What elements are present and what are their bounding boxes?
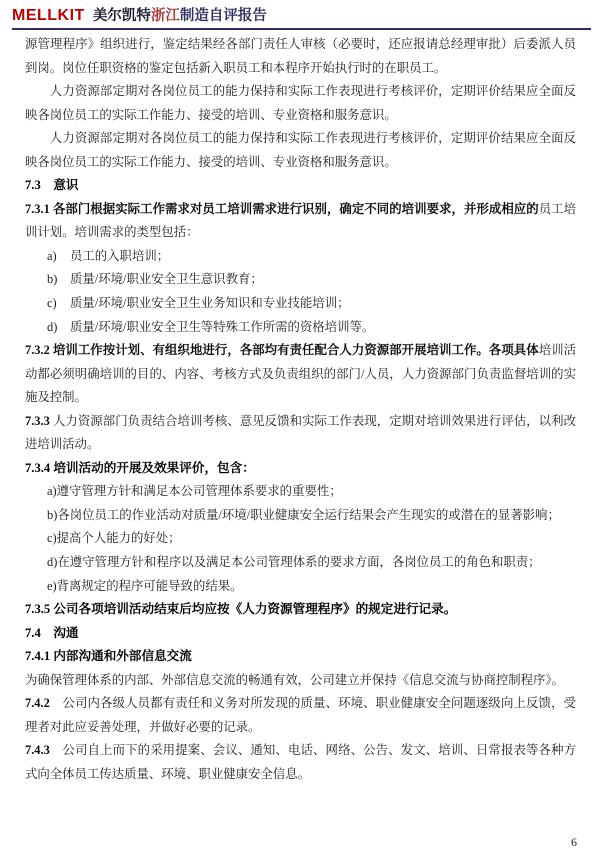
list-item	[47, 480, 576, 504]
section-heading-7-3-4: 7.3.4 培训活动的开展及效果评价，包含：	[25, 460, 255, 475]
paragraph-7-3-1-bold: 7.3.1 各部门根据实际工作需求对员工培训需求进行识别，确定不同的培训要求，并形成相应的	[25, 201, 539, 216]
paragraph-7-3-3-bold: 7.3.3	[25, 413, 50, 428]
list-item	[47, 316, 576, 340]
section-heading-7-3-5: 7.3.5 公司各项培训活动结束后均应按《人力资源管理程序》的规定进行记录。	[25, 602, 457, 617]
list-item-text: 质量/环境/职业安全卫生等特殊工作所需的资格培训等。	[70, 319, 375, 334]
list-item	[47, 575, 576, 599]
title-accent-text: 浙江	[150, 8, 180, 24]
paragraph-7-3-2-bold: 7.3.2 培训工作按计划、有组织地进行，各部均有责任配合人力资源部开展培训工作。各项具体	[25, 343, 539, 358]
list-item-text: 遵守管理方针和满足本公司管理体系要求的重要性；	[56, 484, 342, 499]
paragraph-7-4-2	[25, 692, 576, 739]
paragraph-continuation: 源管理程序》组织进行，鉴定结果经各部门责任人审核（必要时，还应报请总经理审批）后委派人员到岗。岗位任职资格的鉴定包括新入职员工和本程序开始执行时的在职员工。	[25, 37, 576, 75]
list-item-marker: a)	[47, 484, 57, 499]
header-divider	[12, 28, 591, 30]
list-item-marker: b)	[47, 272, 58, 287]
list-item-marker: e)	[47, 578, 57, 593]
list-item-marker: d)	[47, 555, 58, 570]
list-item-marker: c)	[47, 531, 57, 546]
list-item-marker: b)	[47, 507, 58, 522]
report-header	[12, 6, 591, 30]
section-heading-7-4-1: 7.4.1 内部沟通和外部信息交流	[25, 649, 192, 664]
list-item-text: 员工的入职培训；	[70, 248, 170, 263]
page-number: 6	[571, 835, 577, 849]
title-rest-text: 制造自评报告	[179, 8, 267, 24]
brand-logo-text: MELLKIT	[12, 7, 85, 24]
list-item-text: 提高个人能力的好处；	[56, 531, 181, 546]
list-item	[47, 245, 576, 269]
paragraph-7-4-2-normal: 公司内各级人员都有责任和义务对所发现的质量、环境、职业健康安全问题逐级向上反馈，受理者对此应妥善处理，并做好必要的记录。	[25, 696, 576, 734]
awareness-list	[25, 480, 576, 598]
list-item-text: 背离规定的程序可能导致的结果。	[56, 578, 243, 593]
list-item-text: 各岗位员工的作业活动对质量/环境/职业健康安全运行结果会产生现实的或潜在的显著影响；	[57, 507, 560, 522]
list-item	[47, 551, 576, 575]
list-item-text: 质量/环境/职业安全卫生业务知识和专业技能培训；	[70, 296, 350, 311]
paragraph-7-4-2-bold: 7.4.2	[25, 696, 50, 711]
list-item	[47, 268, 576, 292]
paragraph-7-4-3-normal: 公司自上而下的采用提案、会议、通知、电话、网络、公告、发文、培训、日常报表等各种方式向全体员工传达质量、环境、职业健康安全信息。	[25, 743, 576, 781]
list-item	[47, 504, 576, 528]
list-item-marker: c)	[47, 296, 57, 311]
paragraph-7-4-3-bold: 7.4.3	[25, 743, 50, 758]
brand-name-cn: 美尔凯特	[92, 8, 151, 24]
report-title	[12, 6, 591, 26]
list-item	[47, 527, 576, 551]
training-needs-list	[25, 245, 576, 339]
paragraph-communication: 为确保管理体系的内部、外部信息交流的畅通有效，公司建立并保持《信息交流与协商控制程序》。	[25, 672, 564, 687]
document-body	[25, 33, 576, 787]
list-item-text: 质量/环境/职业安全卫生意识教育；	[70, 272, 263, 287]
paragraph-7-3-2	[25, 339, 576, 410]
paragraph-7-3-1-normal: 员工培训计划。培训需求的类型包括：	[25, 201, 576, 240]
list-item-marker: d)	[47, 319, 58, 334]
list-item	[47, 292, 576, 316]
paragraph-7-3-3	[25, 410, 576, 457]
paragraph-evaluation-1: 人力资源部定期对各岗位员工的能力保持和实际工作表现进行考核评价，定期评价结果应全面反映各岗位员工的实际工作能力、接受的培训、专业资格和服务意识。	[25, 84, 576, 122]
paragraph-7-3-2-normal: 培训活动都必须明确培训的目的、内容、考核方式及负责组织的部门/人员，人力资源部门负责监督培训的实施及控制。	[25, 343, 576, 405]
paragraph-7-4-3	[25, 739, 576, 786]
paragraph-7-3-1	[25, 198, 576, 245]
list-item-text: 在遵守管理方针和程序以及满足本公司管理体系的要求方面，各岗位员工的角色和职责；	[57, 555, 541, 570]
list-item-marker: a)	[47, 248, 57, 263]
section-heading-7-4: 7.4 沟通	[25, 625, 79, 640]
paragraph-evaluation-2: 人力资源部定期对各岗位员工的能力保持和实际工作表现进行考核评价，定期评价结果应全面反映各岗位员工的实际工作能力、接受的培训、专业资格和服务意识。	[25, 131, 576, 169]
section-heading-7-3: 7.3 意识	[25, 178, 79, 193]
paragraph-7-3-3-normal: 人力资源部门负责结合培训考核、意见反馈和实际工作表现，定期对培训效果进行评估，以利改进培训活动。	[25, 413, 576, 452]
